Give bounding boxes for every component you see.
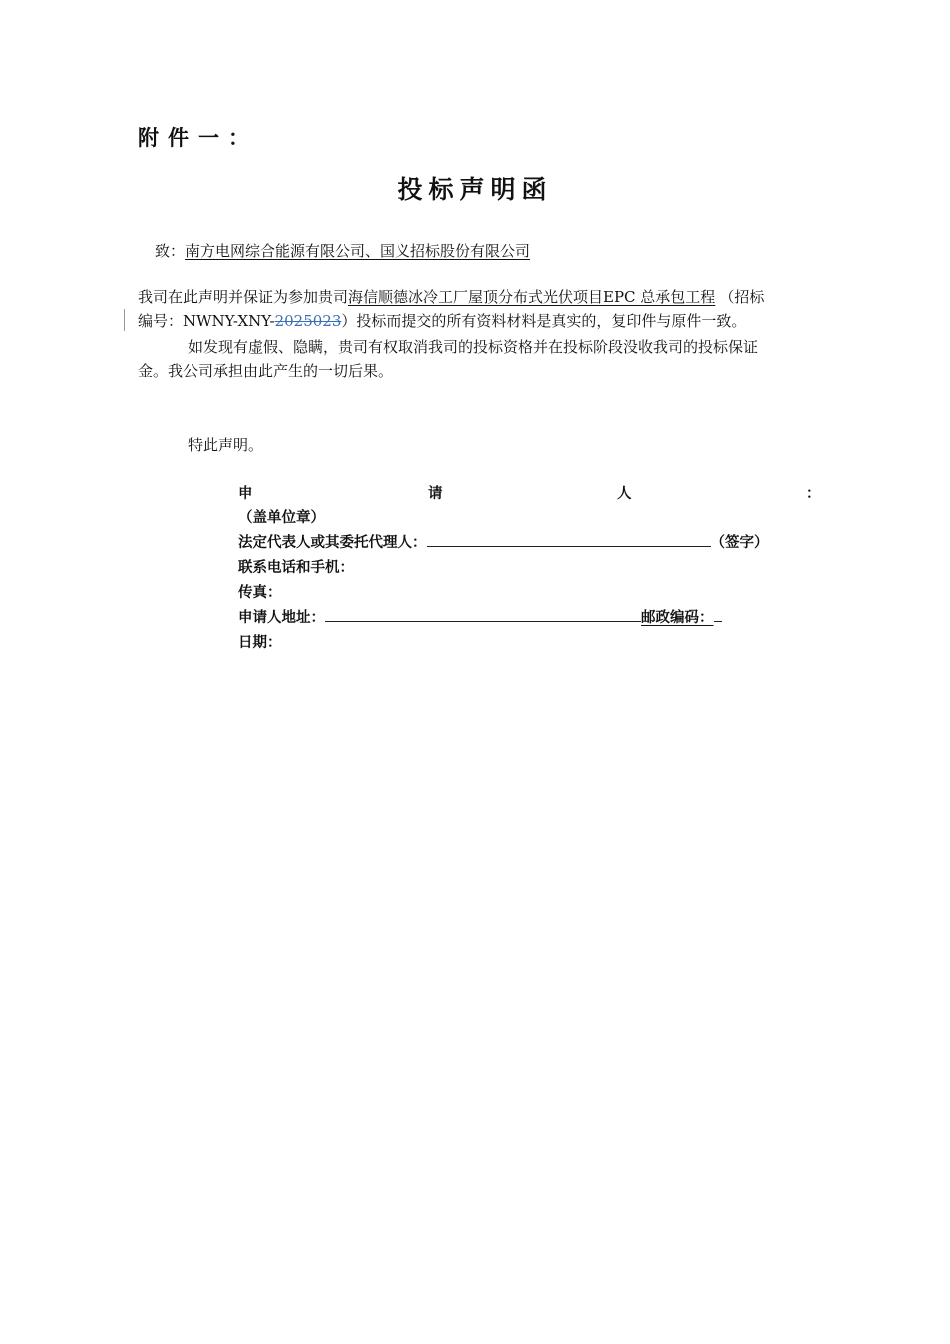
- paragraph-1-line-2: [138, 309, 746, 333]
- postcode-blank: [714, 607, 722, 622]
- recipient-name: 南方电网综合能源有限公司、国义招标股份有限公司: [185, 242, 531, 260]
- recipient-prefix: 致：: [155, 242, 186, 260]
- applicant-char-1: 申: [238, 486, 253, 502]
- phone-label: 联系电话和手机：: [238, 560, 354, 576]
- date-label: 日期：: [238, 635, 282, 651]
- legal-rep-blank: [427, 532, 711, 547]
- seal-note: （盖单位章）: [238, 510, 325, 526]
- legal-rep-label: 法定代表人或其委托代理人：: [238, 535, 427, 551]
- fax-label: 传真：: [238, 585, 282, 601]
- applicant-char-3: 人: [617, 486, 632, 502]
- revision-margin-mark: [124, 309, 125, 331]
- legal-rep-line: [238, 531, 769, 552]
- document-title: 投标声明函: [397, 175, 553, 204]
- hereby-statement: 特此声明。: [188, 436, 264, 454]
- annex-label: 附件一：: [138, 126, 258, 150]
- paragraph-2-line-2: 金。我公司承担由此产生的一切后果。: [138, 362, 394, 380]
- paragraph-1-line-1: [138, 285, 764, 309]
- p1-ending: ）投标而提交的所有资料材料是真实的，复印件与原件一致。: [341, 312, 747, 330]
- bid-number-deleted: 2025023: [274, 312, 342, 330]
- address-label: 申请人地址：: [238, 610, 325, 626]
- paragraph-2-line-1: 如发现有虚假、隐瞒，贵司有权取消我司的投标资格并在投标阶段没收我司的投标保证: [188, 338, 759, 356]
- signature-note: （签字）: [710, 535, 769, 551]
- project-name: 海信顺德冰冷工厂屋顶分布式光伏项目EPC 总承包工程: [348, 288, 716, 306]
- p1-bid-label: （招标: [719, 288, 765, 306]
- p1-intro: 我司在此声明并保证为参加贵司: [138, 288, 349, 306]
- address-blank: [325, 607, 641, 622]
- applicant-char-2: 请: [428, 486, 443, 502]
- applicant-colon: ：: [806, 486, 821, 502]
- recipient-line: [155, 240, 530, 261]
- address-line: [238, 606, 722, 627]
- postcode-label: 邮政编码：: [641, 610, 714, 626]
- bid-number-label: 编号：NWNY-XNY-: [138, 312, 275, 330]
